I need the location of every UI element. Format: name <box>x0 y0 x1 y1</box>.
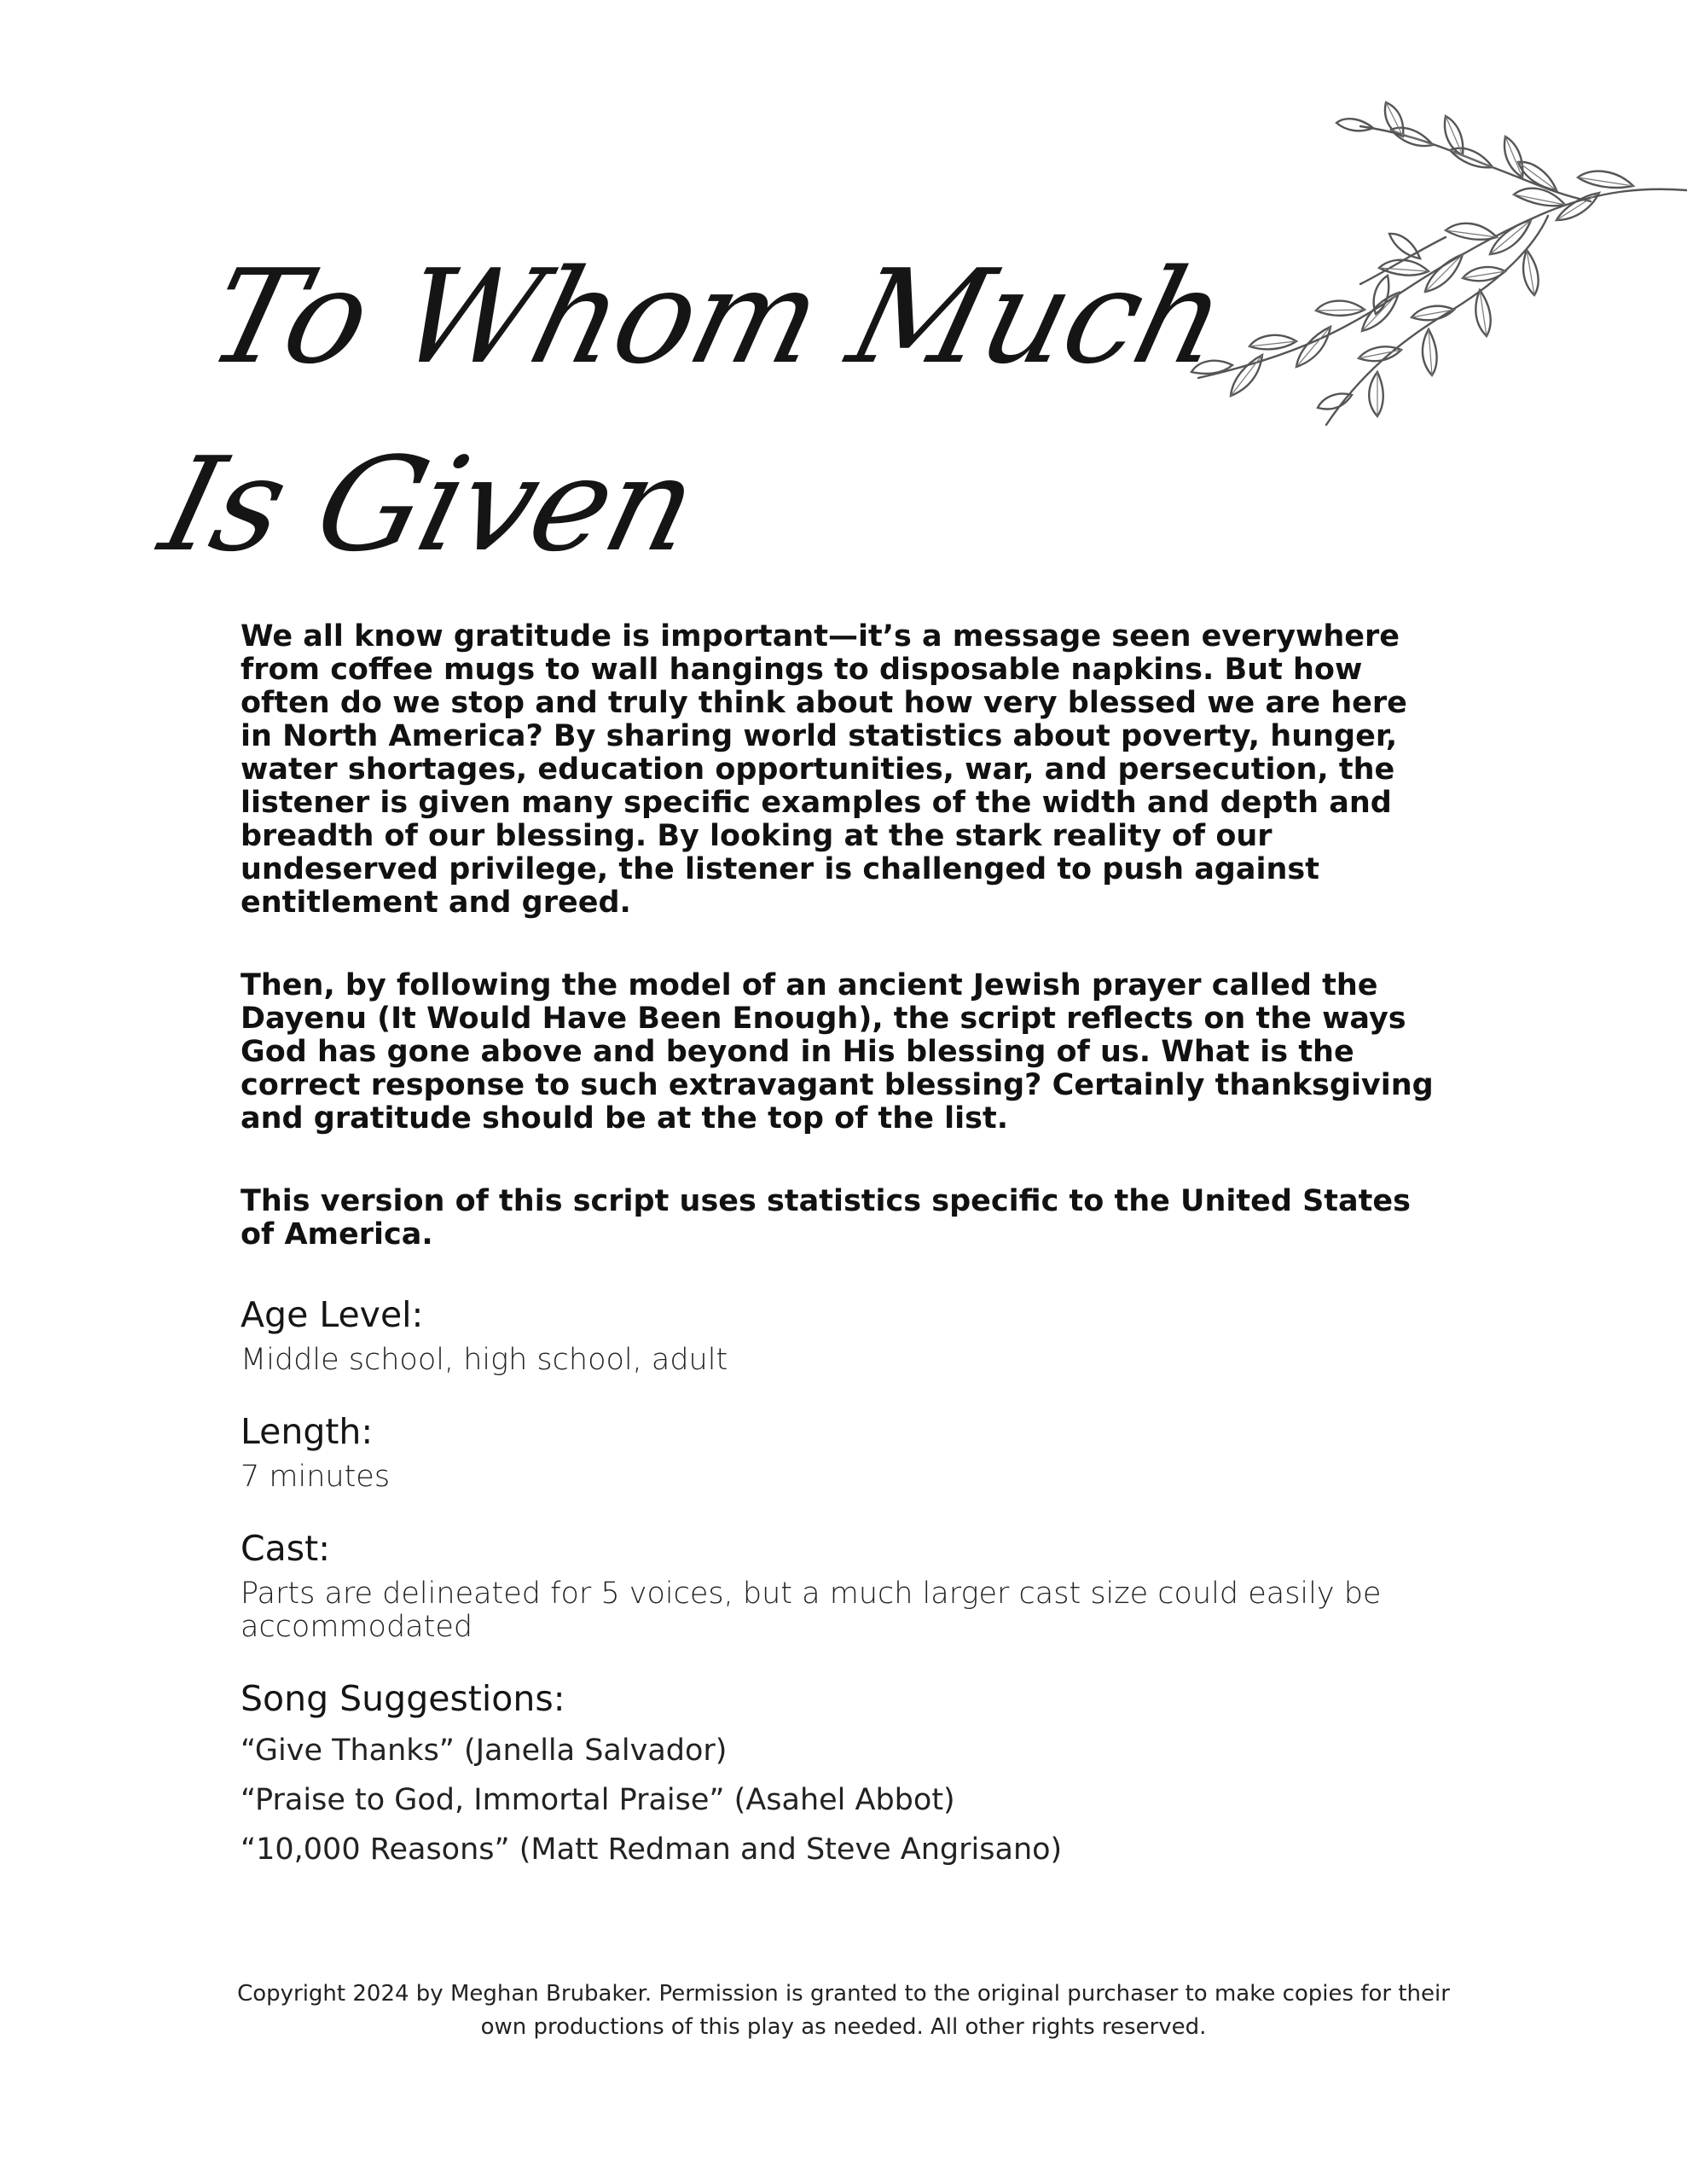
title-line-1: To Whom Much <box>194 241 1239 392</box>
olive-branch-icon <box>1190 101 1687 459</box>
age-level-label: Age Level: <box>241 1294 424 1335</box>
copyright-notice: Copyright 2024 by Meghan Brubaker. Permission is granted to the original purchaser to make copies for their own productions of this play as needed. All other rights reserved. <box>237 1981 1450 2040</box>
song-suggestions-label: Song Suggestions: <box>241 1678 565 1719</box>
song-item: “10,000 Reasons” (Matt Redman and Steve Angrisano) <box>241 1833 1063 1867</box>
age-level-value: Middle school, high school, adult <box>241 1343 728 1377</box>
length-label: Length: <box>241 1411 374 1452</box>
document-body <box>241 620 1435 1874</box>
intro-paragraph-1: We all know gratitude is important—it’s a message seen everywhere from coffee mugs to wall hangings to disposable napkins. But how often do we stop and truly think about how very blessed we are here in North America? By sharing world statistics about poverty, hunger, water shortages, education opportunities, war, and persecution, the listener is given many specific examples of the width and depth and breadth of our blessing. By looking at the stark reality of our undeserved privilege, the listener is challenged to push against entitlement and greed. <box>241 619 1407 920</box>
intro-paragraph-2: Then, by following the model of an ancient Jewish prayer called the Dayenu (It Would Have Been Enough), the script reflects on the ways God has gone above and beyond in His blessing of us. What is the correct response to such extravagant blessing? Certainly thanksgiving and gratitude should be at the top of the list. <box>241 968 1434 1136</box>
song-list <box>241 1726 1435 1874</box>
song-item: “Give Thanks” (Janella Salvador) <box>241 1734 728 1768</box>
song-item: “Praise to God, Immortal Praise” (Asahel Abbot) <box>241 1783 955 1817</box>
length-value: 7 minutes <box>241 1460 391 1494</box>
document-title <box>146 224 1239 590</box>
intro-paragraph-3: This version of this script uses statistics specific to the United States of America. <box>241 1184 1411 1252</box>
title-line-2: Is Given <box>148 429 710 580</box>
cast-label: Cast: <box>241 1528 331 1569</box>
cast-value: Parts are delineated for 5 voices, but a much larger cast size could easily be accommodated <box>241 1577 1382 1644</box>
